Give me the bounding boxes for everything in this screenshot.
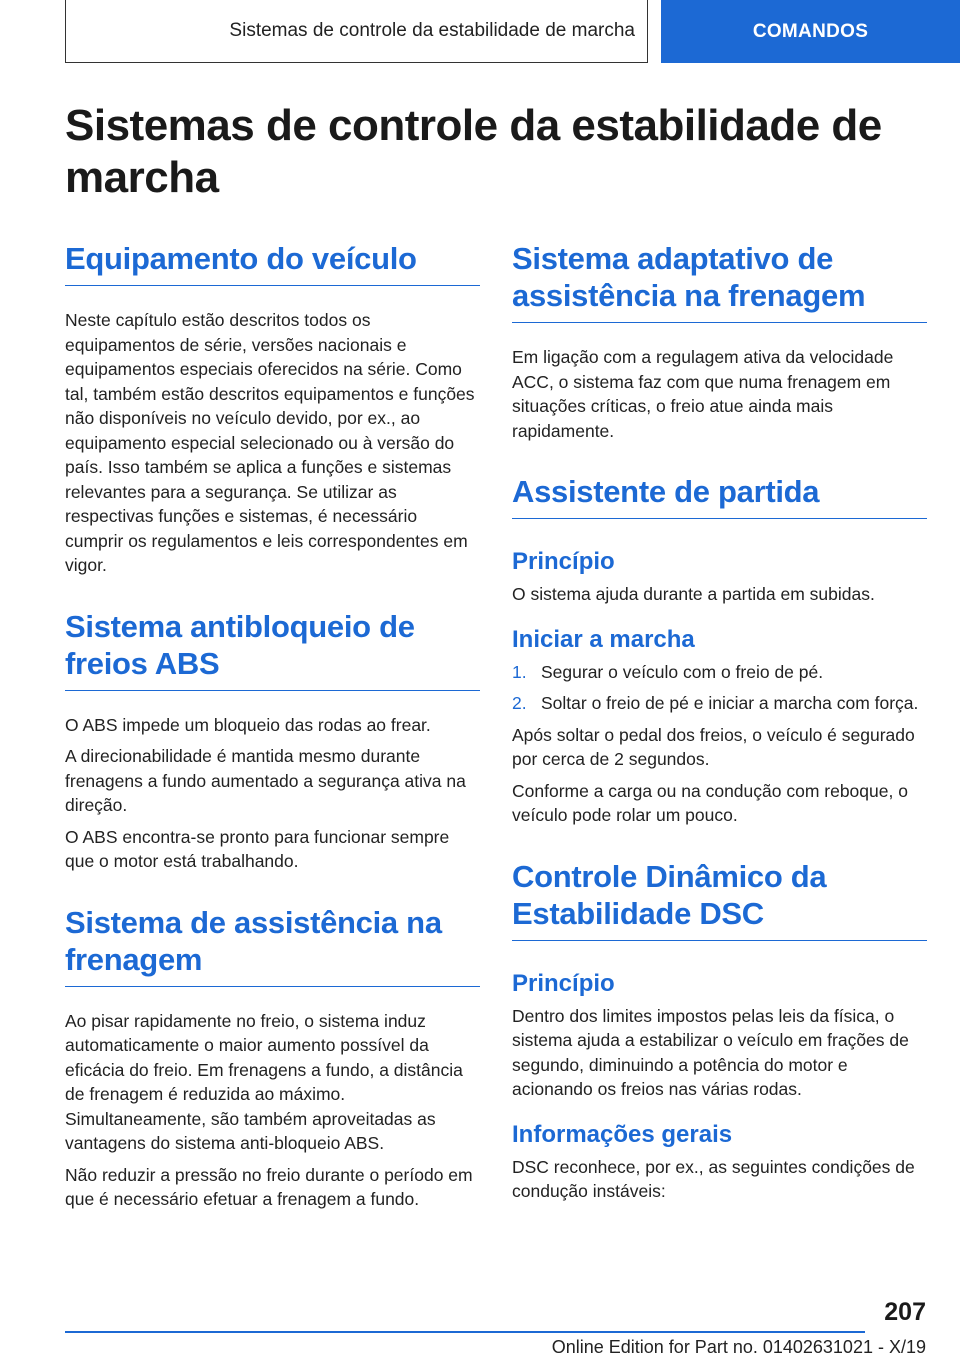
list-item (512, 691, 927, 716)
heading-equipamento: Equipamento do veículo (65, 240, 480, 286)
left-column (65, 240, 480, 1219)
header-chapter-tab (65, 0, 648, 63)
step-text: Segurar o veículo com o freio de pé. (541, 661, 824, 682)
steps-list (512, 660, 927, 716)
header-chapter-title: Sistemas de controle da estabilidade de marcha (229, 20, 635, 41)
step-text: Soltar o freio de pé e iniciar a marcha com força. (541, 693, 919, 713)
list-item (512, 660, 927, 685)
paragraph-assistencia-2: Não reduzir a pressão no freio durante o período em que é necessário efetuar a frenagem a fundo. (65, 1164, 473, 1209)
paragraph-adaptativo: Em ligação com a regulagem ativa da velocidade ACC, o sistema faz com que numa frenagem em situações críticas, o freio atue ainda mais rapidamente. (512, 347, 894, 441)
paragraph-partida-2: Conforme a carga ou na condução com reboque, o veículo pode rolar um pouco. (512, 780, 908, 825)
paragraph-equipamento: Neste capítulo estão descritos todos os equipamentos de série, versões nacionais e equipamentos especiais oferecidos na série. Como tal, também estão descritos equipamentos e funções não disponíveis no veículo devido, por ex., ao equipamento especial selecionado ou à versão do país. Isso também se aplica a funções e sistemas relevantes para a segurança. Se utilizar as respectivas funções e sistemas, é necessário cumprir os regulamentos e leis correspondentes em vigor. (65, 310, 475, 575)
page-title: Sistemas de controle da estabilidade de marcha (65, 101, 882, 202)
subheading-iniciar-marcha: Iniciar a marcha (512, 625, 695, 653)
step-number: 2. (512, 693, 527, 713)
footer-edition-text: Online Edition for Part no. 01402631021 - X/19 (551, 1337, 926, 1357)
paragraph-dsc-principio: Dentro dos limites impostos pelas leis da física, o sistema ajuda a estabilizar o veículo em frações de segundo, diminuindo a potência do motor e acionando os freios nas várias rodas. (512, 1005, 909, 1099)
paragraph-abs-1: O ABS impede um bloqueio das rodas ao frear. (65, 714, 431, 735)
paragraph-assistencia-1: Ao pisar rapidamente no freio, o sistema induz automaticamente o maior aumento possível da eficácia do freio. Em frenagens a fundo, a distância de frenagem é reduzida ao máximo. Simultaneamente, são também aproveitadas as vantagens do sistema anti-bloqueio ABS. (65, 1010, 463, 1153)
subheading-dsc-principio: Princípio (512, 969, 615, 997)
heading-dsc: Controle Dinâmico da Estabilidade DSC (512, 858, 927, 941)
paragraph-partida-1: Após soltar o pedal dos freios, o veículo é segurado por cerca de 2 segundos. (512, 724, 915, 769)
footer-divider (65, 1331, 865, 1333)
paragraph-abs-3: O ABS encontra-se pronto para funcionar sempre que o motor está trabalhando. (65, 826, 450, 871)
paragraph-dsc-info: DSC reconhece, por ex., as seguintes condições de condução instáveis: (512, 1156, 915, 1201)
right-column (512, 240, 927, 1211)
subheading-dsc-info: Informações gerais (512, 1120, 733, 1148)
heading-partida: Assistente de partida (512, 473, 927, 519)
subheading-partida-principio: Princípio (512, 548, 615, 575)
paragraph-abs-2: A direcionabilidade é mantida mesmo durante frenagens a fundo aumentado a segurança ativa na direção. (65, 746, 466, 815)
header-section-label[interactable]: COMANDOS (661, 0, 960, 63)
heading-abs: Sistema antibloqueio de freios ABS (65, 608, 480, 691)
heading-assistencia: Sistema de assistência na frenagem (65, 904, 480, 987)
page-number: 207 (884, 1298, 926, 1326)
step-number: 1. (512, 661, 527, 682)
paragraph-partida-principio: O sistema ajuda durante a partida em subidas. (512, 584, 875, 604)
heading-adaptativo: Sistema adaptativo de assistência na frenagem (512, 240, 927, 323)
